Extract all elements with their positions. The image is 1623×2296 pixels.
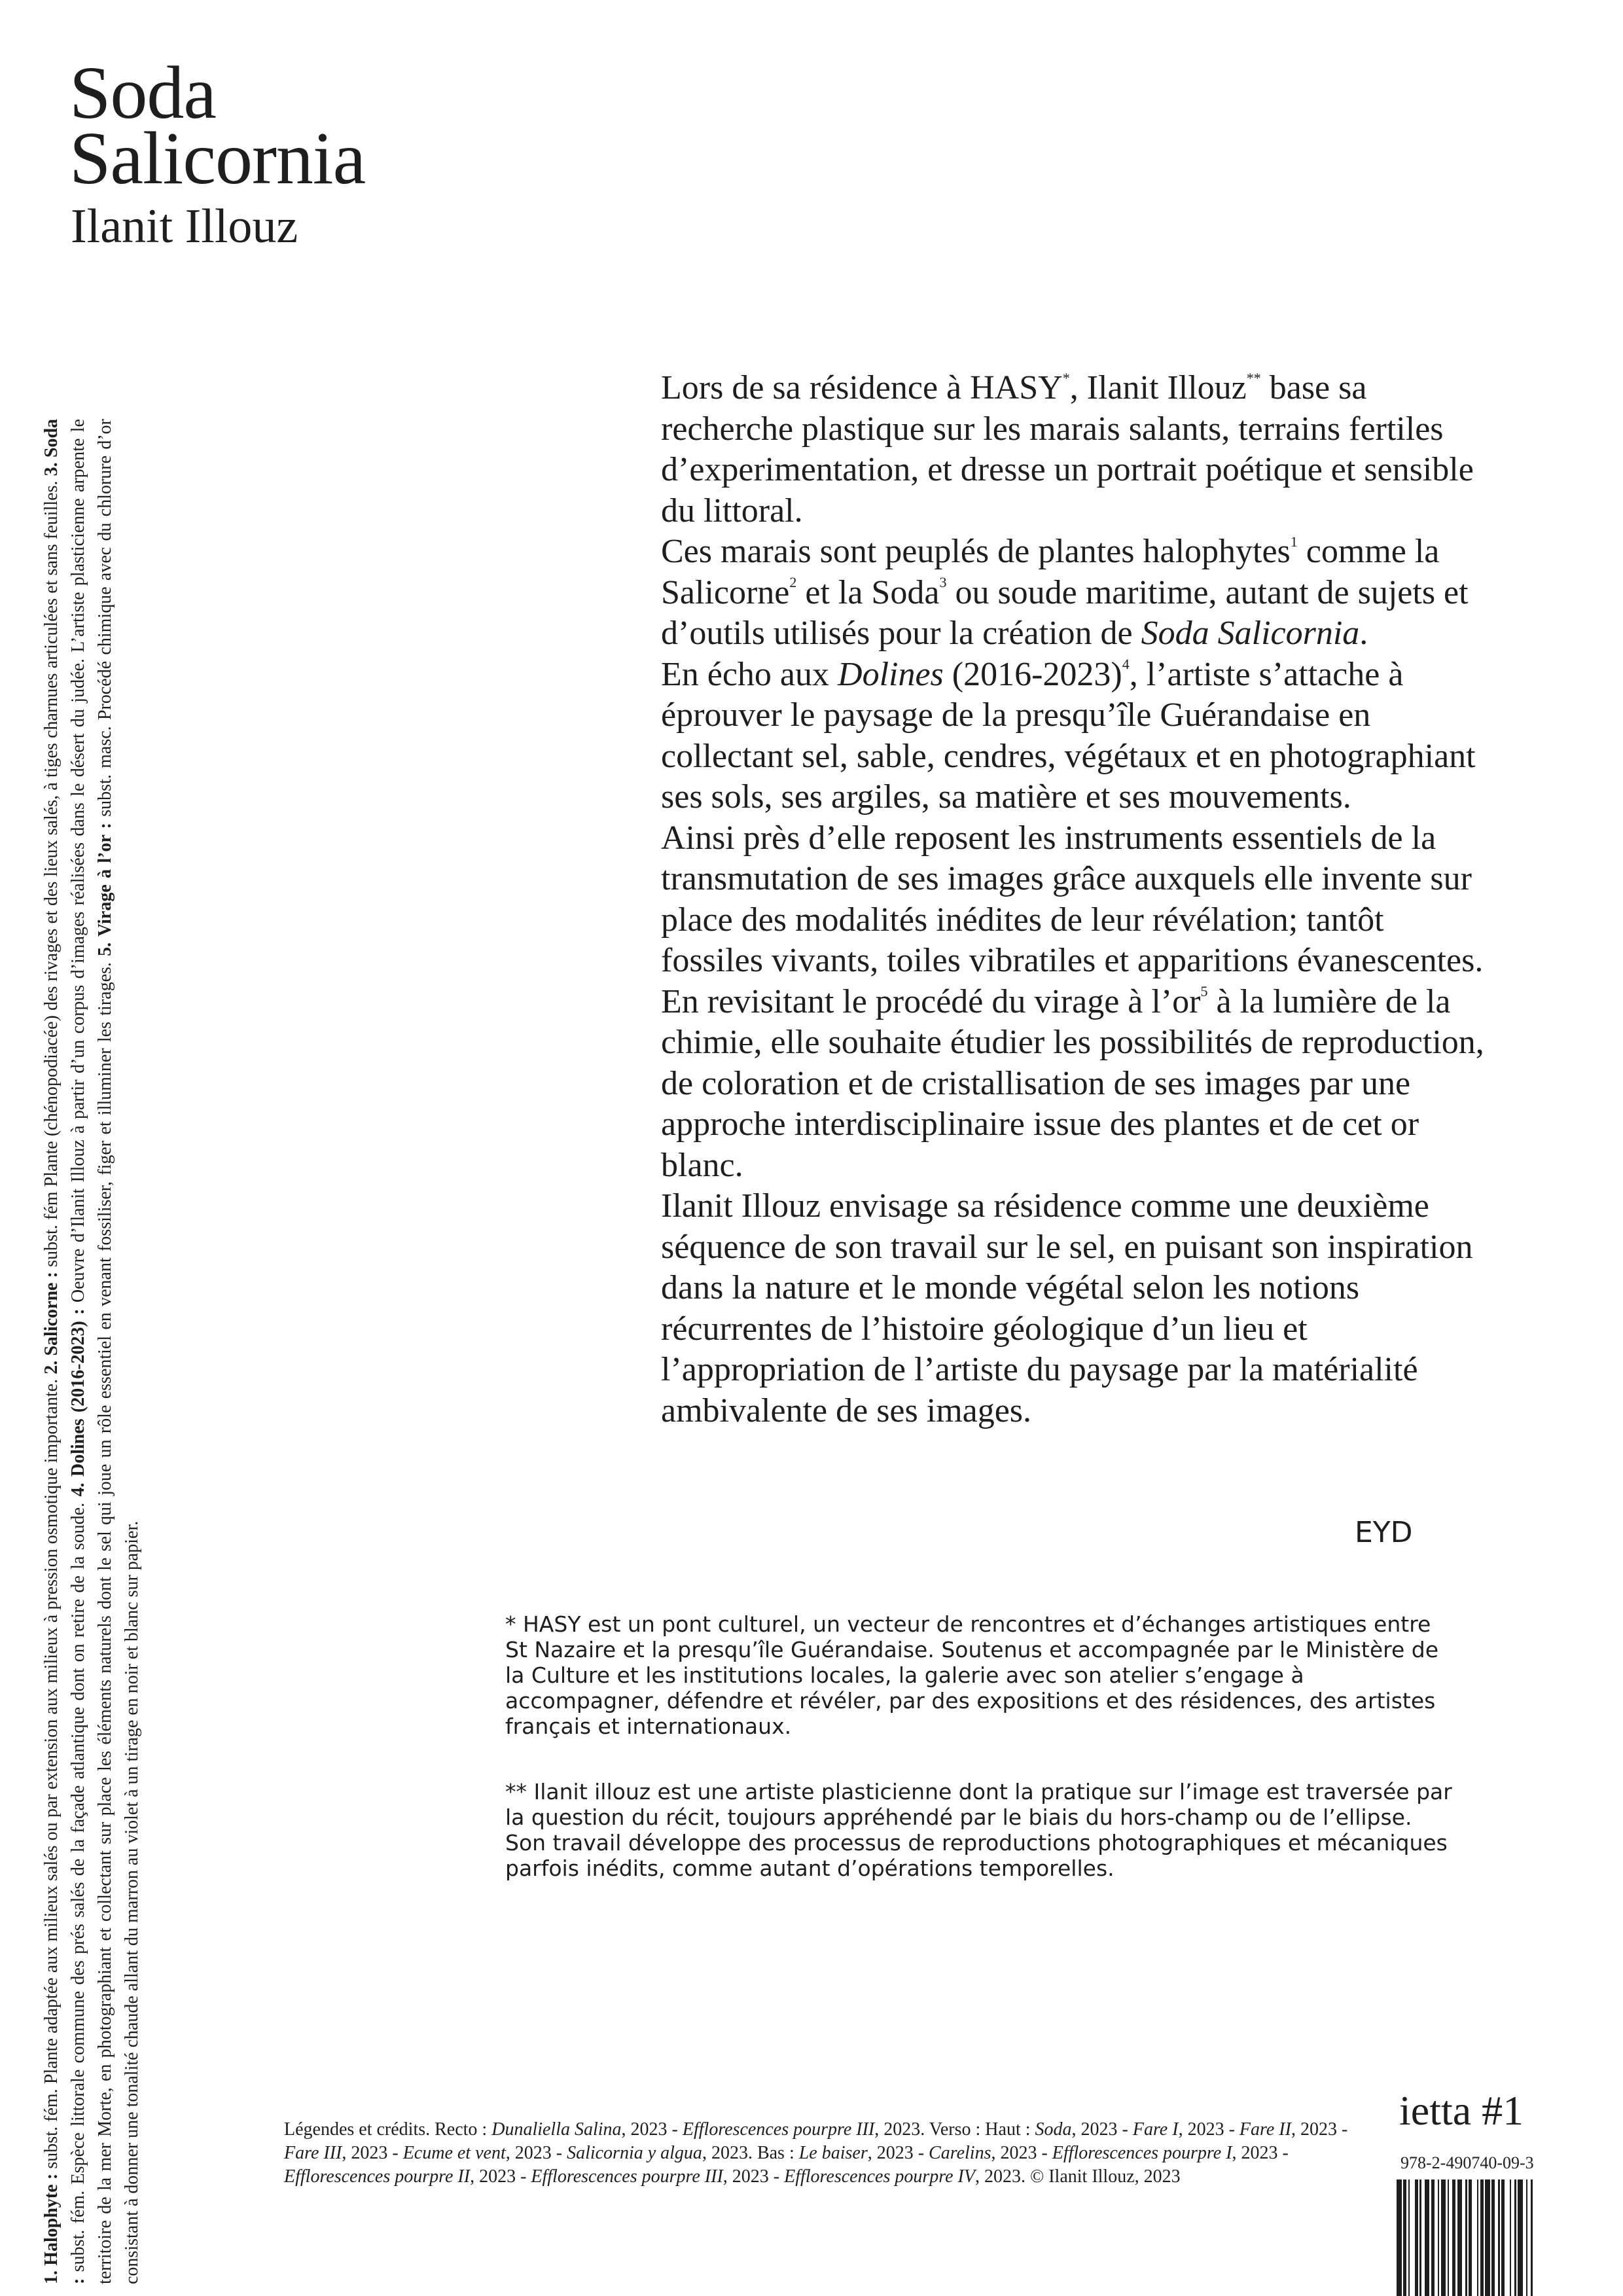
glossary-definition: subst. fém. Espèce littorale commune des prés salés de la façade atlantique dont on retire de la soude. xyxy=(68,1496,88,2278)
barcode-bar xyxy=(1531,2179,1533,2296)
barcode-bar xyxy=(1425,2179,1430,2296)
title-line-1: Soda xyxy=(69,51,216,134)
barcode-bar xyxy=(1408,2179,1410,2296)
author-name: Ilanit Illouz xyxy=(71,200,298,253)
barcode-bar xyxy=(1477,2179,1479,2296)
barcode-bar xyxy=(1441,2179,1446,2296)
paragraph-2: Ces marais sont peuplés de plantes halophytes$^1$ comme la Salicorne$^2$ et la Soda$^3$ ou soude maritime, autant de sujets et d’outils utilisés pour la création de Soda Salicornia. xyxy=(661,533,1469,652)
barcode-bar xyxy=(1501,2179,1505,2296)
barcode-bar xyxy=(1415,2179,1418,2296)
glossary-sidebar xyxy=(38,419,145,2284)
glossary-definition: Oeuvre d’Ilanit Illouz à partir d’un corpus d’images réalisées dans le désert du judée. L’artiste plasticienne arpente le territoire de la mer Morte, en photographiant et collectant sur place les éléments naturels dont le sel qui joue un rôle essentiel en venant fossiliser, figer et illuminer les tirages. xyxy=(68,419,115,2284)
barcode-bar xyxy=(1480,2179,1484,2296)
main-text xyxy=(661,368,1486,1431)
barcode-bar xyxy=(1448,2179,1450,2296)
signature: EYD xyxy=(1355,1516,1413,1549)
barcode-bar xyxy=(1438,2179,1440,2296)
publisher-logo: ietta #1 xyxy=(1399,2087,1524,2134)
barcode-bar xyxy=(1465,2179,1467,2296)
footnote-artist: ** Ilanit illouz est une artiste plasticienne dont la pratique sur l’image est traversée par la question du récit, toujours appréhendé par le biais du hors-champ ou de l’ellipse. Son travail développe des processus de reproductions photographiques et mécaniques parfois inédits, comme autant d’opérations temporelles. xyxy=(505,1779,1452,1881)
barcode-bar xyxy=(1469,2179,1472,2296)
barcode-bar xyxy=(1514,2179,1516,2296)
barcode-bar xyxy=(1491,2179,1495,2296)
paragraph-3: En écho aux Dolines (2016-2023)$^4$, l’artiste s’attache à éprouver le paysage de la presqu’île Guérandaise en collectant sel, sable, cendres, végétaux et en photographiant ses sols, ses argiles, sa matière et ses mouvements. xyxy=(661,655,1476,816)
barcode-bar xyxy=(1403,2179,1406,2296)
paragraph-5: Ilanit Illouz envisage sa résidence comme une deuxième séquence de son travail sur le sel, en puisant son inspiration dans la nature et le monde végétal selon les notions récurrentes de l’histoire géologique d’un lieu et l’appropriation de l’artiste du paysage par la matérialité ambivalente de ses images. xyxy=(661,1187,1473,1429)
barcode-bar xyxy=(1526,2179,1528,2296)
glossary-term: 5. Virage à l’or : xyxy=(95,823,115,956)
barcode-bar xyxy=(1452,2179,1455,2296)
glossary-term: 1. Halophyte : xyxy=(41,2173,62,2284)
glossary-definition: subst. fém. Plante adaptée aux milieux salés ou par extension aux milieux à pression osmotique importante. xyxy=(41,1374,62,2174)
footnote-hasy: * HASY est un pont culturel, un vecteur de rencontres et d’échanges artistiques entre St Nazaire et la presqu’île Guérandaise. Soutenus et accompagnée par le Ministère de la Culture et les institutions locales, la galerie avec son atelier s’engage à accompagner, défendre et révéler, par des expositions et des résidences, des artistes français et internationaux. xyxy=(505,1611,1439,1739)
glossary-term: 3. Soda : xyxy=(41,418,88,2284)
title-line-2: Salicornia xyxy=(69,117,366,200)
glossary-term: 2. Salicorne : xyxy=(41,1272,62,1374)
credits: Légendes et crédits. Recto : Dunaliella Salina, 2023 - Efflorescences pourpre III, 2023. Verso : Haut : Soda, 2023 - Fare I, 2023 - Fare II, 2023 - Fare III, 2023 - Ecume et vent, 2023 - Salicornia y algua, 2023. Bas : Le baiser, 2023 - Carelins, 2023 - Efflorescences pourpre I, 2023 - Efflorescences pourpre II, 2023 - Efflorescences pourpre III, 2023 - Efflorescences pourpre IV, 2023. © Ilanit Illouz, 2023 xyxy=(284,2119,1348,2187)
barcode-bar xyxy=(1510,2179,1512,2296)
barcode-bar xyxy=(1518,2179,1523,2296)
glossary-definition: subst. masc. Procédé chimique avec du chlorure d’or consistant à donner une tonalité chaude allant du marron au violet à un tirage en noir et blanc sur papier. xyxy=(95,419,142,2284)
paragraph-1: Lors de sa résidence à HASY*, Ilanit Illouz** base sa recherche plastique sur les marais salants, terrains fertiles d’experimentation, et dresse un portrait poétique et sensible du littoral. xyxy=(661,369,1474,529)
barcode-bar xyxy=(1419,2179,1421,2296)
glossary-term: 4. Dolines (2016-2023) : xyxy=(68,1308,88,1497)
barcode-bar xyxy=(1431,2179,1435,2296)
barcode-bar xyxy=(1397,2179,1402,2296)
barcode-bar xyxy=(1485,2179,1490,2296)
barcode-bar xyxy=(1498,2179,1500,2296)
barcode-bar xyxy=(1457,2179,1463,2296)
isbn-number: 978-2-490740-09-3 xyxy=(1400,2153,1534,2172)
document-title xyxy=(69,51,366,200)
barcode xyxy=(1394,2179,1564,2296)
glossary-definition: subst. fém Plante (chénopodiacée) des rivages et des lieux salés, à tiges charnues articulées et sans feuilles. xyxy=(41,476,62,1272)
paragraph-4: Ainsi près d’elle reposent les instruments essentiels de la transmutation de ses images grâce auxquels elle invente sur place des modalités inédites de leur révélation; tantôt fossiles vivants, toiles vibratiles et apparitions évanescentes. En revisitant le procédé du virage à $l’or^5$ à la lumière de la chimie, elle souhaite étudier les possibilités de reproduction, de coloration et de cristallisation de ses images par une approche interdisciplinaire issue des plantes et de cet or blanc. xyxy=(661,819,1484,1184)
